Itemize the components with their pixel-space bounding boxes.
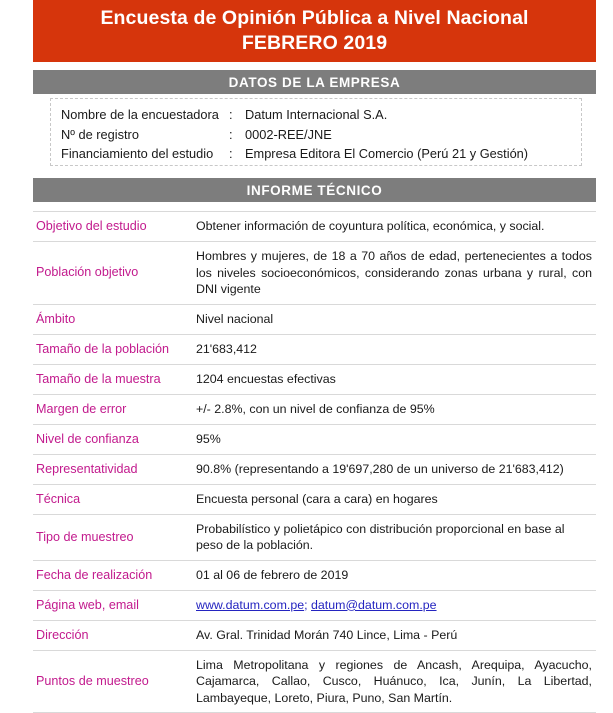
email-link[interactable]: datum@datum.com.pe: [311, 597, 437, 612]
table-row: [33, 620, 596, 650]
table-row: [33, 364, 596, 394]
table-row: [33, 242, 596, 305]
table-row: [33, 304, 596, 334]
row-value: 95%: [196, 431, 221, 446]
table-row: [33, 394, 596, 424]
empresa-label: Nombre de la encuestadora: [61, 107, 219, 122]
table-row: [33, 334, 596, 364]
table-row: [33, 650, 596, 713]
row-value: 90.8% (representando a 19'697,280 de un universo de 21'683,412): [196, 461, 564, 476]
table-row: [33, 514, 596, 560]
table-row: [33, 560, 596, 590]
empresa-colon: :: [229, 146, 233, 161]
table-row: [33, 212, 596, 242]
empresa-value: 0002-REE/JNE: [245, 126, 332, 142]
row-value: 01 al 06 de febrero de 2019: [196, 567, 349, 582]
informe-tecnico-table: [33, 211, 596, 713]
row-label: Página web, email: [36, 597, 139, 612]
empresa-row: [61, 125, 581, 145]
table-row: [33, 454, 596, 484]
empresa-colon: :: [229, 107, 233, 122]
empresa-row: [61, 105, 581, 125]
row-value: Probabilístico y polietápico con distribución proporcional en base al peso de la población.: [196, 521, 565, 552]
row-label: Tipo de muestreo: [36, 529, 134, 544]
row-value: Hombres y mujeres, de 18 a 70 años de edad, pertenecientes a todos los niveles socioeconómicos, considerando zonas urbana y rural, con DNI vigente: [196, 249, 592, 296]
empresa-value: Datum Internacional S.A.: [245, 107, 388, 122]
section-header-datos-empresa: DATOS DE LA EMPRESA: [33, 70, 596, 94]
row-label: Representatividad: [36, 461, 138, 476]
section-header-informe-tecnico: INFORME TÉCNICO: [33, 178, 596, 202]
row-label: Ámbito: [36, 311, 76, 326]
row-value: Obtener información de coyuntura política, económica, y social.: [196, 219, 545, 234]
row-label: Puntos de muestreo: [36, 673, 149, 688]
row-label: Tamaño de la población: [36, 341, 170, 356]
empresa-value: Empresa Editora El Comercio (Perú 21 y Gestión): [245, 146, 529, 161]
row-value: Lima Metropolitana y regiones de Ancash, Arequipa, Ayacucho, Cajamarca, Callao, Cusco, Huánuco, Ica, Junín, La Libertad, Lambayeque, Loreto, Piura, Puno, San Martín.: [196, 657, 592, 705]
row-label: Tamaño de la muestra: [36, 371, 161, 386]
title-line-2: FEBRERO 2019: [241, 32, 388, 54]
row-label: Margen de error: [36, 401, 127, 416]
row-value: Encuesta personal (cara a cara) en hogares: [196, 491, 438, 506]
row-value: 1204 encuestas efectivas: [196, 371, 336, 386]
row-value: 21'683,412: [196, 341, 257, 356]
row-value: +/- 2.8%, con un nivel de confianza de 95%: [196, 401, 435, 416]
row-value: Av. Gral. Trinidad Morán 740 Lince, Lima - Perú: [196, 627, 458, 642]
row-label: Fecha de realización: [36, 567, 153, 582]
table-row: [33, 590, 596, 620]
empresa-details-box: [50, 98, 582, 166]
table-row: [33, 424, 596, 454]
row-label: Población objetivo: [36, 265, 139, 280]
document-title-banner: [33, 0, 596, 62]
row-label: Nivel de confianza: [36, 431, 139, 446]
website-link[interactable]: www.datum.com.pe: [196, 597, 305, 612]
empresa-label: Financiamiento del estudio: [61, 146, 214, 161]
row-label: Dirección: [36, 627, 89, 642]
row-label: Técnica: [36, 491, 81, 506]
empresa-row: [61, 144, 581, 164]
row-value: Nivel nacional: [196, 311, 274, 326]
row-value-links: [196, 590, 596, 620]
link-separator: ;: [304, 597, 312, 612]
row-label: Objetivo del estudio: [36, 219, 147, 233]
title-line-1: Encuesta de Opinión Pública a Nivel Nacional: [100, 7, 529, 29]
empresa-colon: :: [229, 126, 233, 142]
empresa-label: Nº de registro: [61, 126, 139, 142]
table-row: [33, 484, 596, 514]
